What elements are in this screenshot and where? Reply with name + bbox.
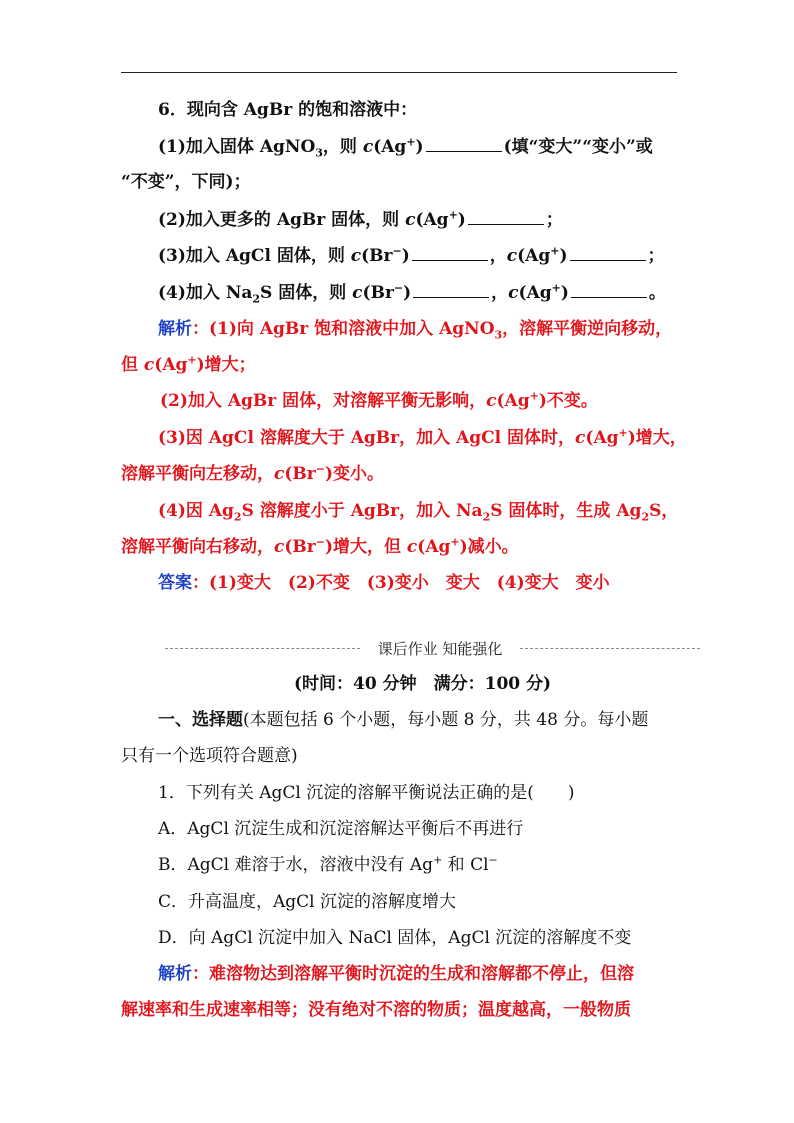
analysis6-line6: (4)因 $Ag_2S$ 溶解度小于 AgBr，加入 $Na_2S$ 固体时，生成 $Ag_2S$， bbox=[158, 501, 679, 524]
banner-left-divider bbox=[165, 648, 360, 649]
q6-part1: (1)加入固体 AgNO$_3$，则 c(Ag+) (填“变大”“变小”或 bbox=[158, 135, 653, 160]
analysis1-line1: 解析：难溶物达到溶解平衡时沉淀的生成和溶解都不停止，但溶 bbox=[158, 964, 634, 984]
answer-blank bbox=[412, 244, 488, 261]
q6-part1-cont: “不变”，下同)； bbox=[121, 172, 251, 192]
time-score-info: (时间：40 分钟 满分：100 分) bbox=[294, 674, 552, 694]
analysis6-line2: 但 c(Ag+)增大； bbox=[121, 353, 256, 375]
answer-blank bbox=[413, 281, 489, 298]
analysis6-line7: 溶解平衡向右移动，c(Br−)增大，但 c(Ag+)减小。 bbox=[121, 535, 519, 557]
analysis6-line3: (2)加入 AgBr 固体，对溶解平衡无影响，c(Ag+)不变。 bbox=[160, 389, 598, 411]
answer-blank bbox=[571, 281, 647, 298]
q1-option-d: D．向 AgCl 沉淀中加入 NaCl 固体，AgCl 沉淀的溶解度不变 bbox=[158, 928, 632, 948]
answer-blank bbox=[570, 244, 646, 261]
section-banner bbox=[165, 638, 700, 660]
analysis1-line2: 解速率和生成速率相等；没有绝对不溶的物质；温度越高，一般物质 bbox=[121, 1000, 631, 1020]
q1-option-b: B．AgCl 难溶于水，溶液中没有 Ag+ 和 Cl− bbox=[158, 853, 498, 875]
section-intro-line1: 一、选择题(本题包括 6 个小题，每小题 8 分，共 48 分。每小题 bbox=[158, 710, 649, 730]
answer6: 答案：(1)变大 (2)不变 (3)变小 变大 (4)变大 变小 bbox=[158, 573, 610, 593]
top-rule bbox=[121, 72, 677, 73]
q6-part2: (2)加入更多的 AgBr 固体，则 c(Ag+) ； bbox=[158, 208, 563, 230]
q1-option-c: C．升高温度，AgCl 沉淀的溶解度增大 bbox=[158, 892, 457, 912]
answer-blank bbox=[426, 135, 502, 152]
answer-blank bbox=[468, 208, 544, 225]
q6-part3: (3)加入 AgCl 固体，则 c(Br−) ，c(Ag+) ； bbox=[158, 244, 665, 266]
section-intro-line2: 只有一个选项符合题意) bbox=[121, 746, 298, 766]
banner-title: 课后作业 知能强化 bbox=[377, 640, 503, 658]
analysis6-line5: 溶解平衡向左移动，c(Br−)变小。 bbox=[121, 462, 384, 484]
q1-option-a: A．AgCl 沉淀生成和沉淀溶解达平衡后不再进行 bbox=[158, 819, 524, 839]
analysis6-line4: (3)因 AgCl 溶解度大于 AgBr，加入 AgCl 固体时，c(Ag+)增大， bbox=[158, 426, 687, 448]
analysis6-line1: 解析：(1)向 AgBr 饱和溶液中加入 AgNO$_3$，溶解平衡逆向移动， bbox=[158, 319, 673, 342]
q6-title: 6．现向含 AgBr 的饱和溶液中： bbox=[158, 100, 418, 120]
q6-part4: (4)加入 $Na_2S$ 固体，则 c(Br−) ，c(Ag+) 。 bbox=[158, 281, 666, 306]
q1-stem: 1．下列有关 AgCl 沉淀的溶解平衡说法正确的是( ) bbox=[158, 783, 575, 803]
banner-right-divider bbox=[520, 648, 700, 649]
